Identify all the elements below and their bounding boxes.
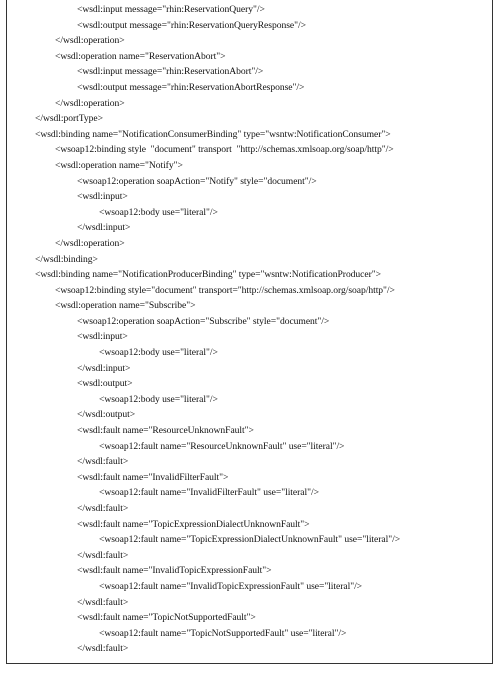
code-line: <wsdl:input message="rhin:ReservationQuery"/> bbox=[77, 4, 265, 15]
code-line: </wsdl:fault> bbox=[77, 456, 129, 468]
code-line: <wsoap12:fault name="InvalidFilterFault" use="literal"/> bbox=[99, 487, 319, 499]
code-line: <wsoap12:operation soapAction="Subscribe" style="document"/> bbox=[77, 315, 330, 327]
code-line: <wsdl:operation name="Notify"> bbox=[55, 159, 183, 171]
code-line: <wsoap12:operation soapAction="Notify" style="document"/> bbox=[77, 175, 317, 187]
code-line: <wsdl:input> bbox=[77, 191, 128, 203]
code-line: <wsoap12:body use="literal"/> bbox=[99, 393, 218, 405]
code-line: <wsdl:operation name="Subscribe"> bbox=[55, 300, 196, 312]
code-line: </wsdl:fault> bbox=[77, 549, 129, 561]
code-line: <wsdl:output message="rhin:ReservationQueryResponse"/> bbox=[77, 19, 306, 31]
code-listing bbox=[7, 2, 492, 657]
code-line: </wsdl:fault> bbox=[77, 503, 129, 514]
code-line: <wsdl:fault name="InvalidTopicExpressionFault"> bbox=[77, 565, 272, 577]
code-line: <wsoap12:fault name="InvalidTopicExpressionFault" use="literal"/> bbox=[99, 580, 363, 592]
code-listing-frame bbox=[6, 0, 493, 664]
code-line: </wsdl:fault> bbox=[77, 643, 129, 655]
code-line: <wsdl:output message="rhin:ReservationAbortResponse"/> bbox=[77, 81, 305, 93]
code-line: </wsdl:input> bbox=[77, 222, 131, 234]
code-line: <wsoap12:body use="literal"/> bbox=[99, 347, 218, 359]
code-line: <wsoap12:body use="literal"/> bbox=[99, 206, 218, 218]
code-line: <wsdl:fault name="ResourceUnknownFault"> bbox=[77, 425, 254, 437]
code-line: <wsdl:operation name="ReservationAbort"> bbox=[55, 50, 226, 62]
code-line: <wsdl:binding name="NotificationProducerBinding" type="wsntw:NotificationProducer"> bbox=[35, 269, 381, 281]
code-line: </wsdl:fault> bbox=[77, 596, 129, 608]
code-line: <wsoap12:binding style "document" transport "http://schemas.xmlsoap.org/soap/http"/> bbox=[55, 144, 394, 156]
code-line: </wsdl:operation> bbox=[55, 237, 125, 249]
code-line: </wsdl:operation> bbox=[55, 97, 125, 109]
code-line: <wsoap12:fault name="TopicNotSupportedFault" use="literal"/> bbox=[99, 627, 347, 639]
code-line: <wsdl:output> bbox=[77, 378, 133, 390]
code-line: <wsdl:input message="rhin:ReservationAbort"/> bbox=[77, 66, 264, 78]
code-line: <wsoap12:fault name="TopicExpressionDialectUnknownFault" use="literal"/> bbox=[99, 534, 401, 546]
code-line: </wsdl:output> bbox=[77, 409, 136, 421]
code-line: <wsoap12:binding style="document" transport="http://schemas.xmlsoap.org/soap/http"/> bbox=[55, 284, 395, 296]
code-line: <wsdl:input> bbox=[77, 331, 128, 343]
code-line: </wsdl:binding> bbox=[35, 253, 98, 265]
code-line: </wsdl:operation> bbox=[55, 35, 125, 47]
code-line: <wsdl:fault name="TopicExpressionDialectUnknownFault"> bbox=[77, 518, 310, 530]
code-line: <wsdl:fault name="InvalidFilterFault"> bbox=[77, 471, 229, 483]
code-line: <wsdl:fault name="TopicNotSupportedFault"> bbox=[77, 612, 256, 624]
code-line: </wsdl:input> bbox=[77, 362, 131, 374]
code-line: </wsdl:portType> bbox=[35, 113, 103, 125]
code-line: <wsoap12:fault name="ResourceUnknownFault" use="literal"/> bbox=[99, 440, 345, 452]
code-line: <wsdl:binding name="NotificationConsumerBinding" type="wsntw:NotificationConsumer"> bbox=[35, 128, 391, 140]
